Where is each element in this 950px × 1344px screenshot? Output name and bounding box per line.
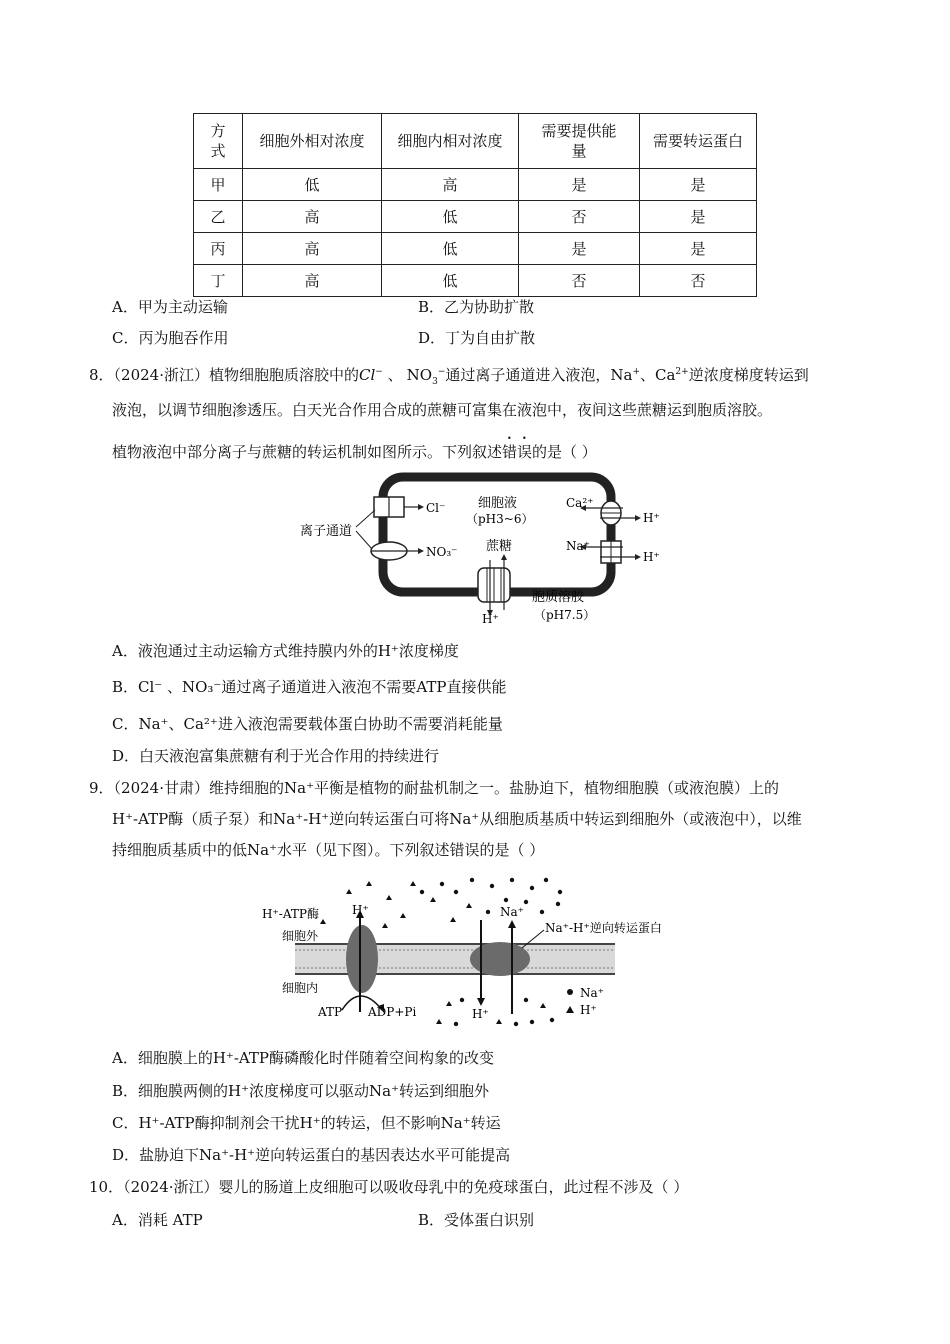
q8-text: 植物液泡中部分离子与蔗糖的转运机制如图所示。下列叙述 <box>112 443 503 461</box>
q8-text: 通过离子通道进入液泡，Na <box>445 366 633 384</box>
table-header-cell: 方 式 <box>194 114 243 169</box>
question-source: （2024·浙江） <box>113 366 209 384</box>
table-header-row <box>194 114 757 169</box>
q7-option-d[interactable]: D．丁为自由扩散 <box>418 329 536 347</box>
atp-label: ATP <box>318 1005 343 1019</box>
table-header-cell: 需要转运蛋白 <box>640 114 757 169</box>
na-label: Na⁺ <box>566 539 590 553</box>
cytosol-label: 胞质溶胶 <box>532 590 585 605</box>
pump-label: H⁺-ATP酶 <box>262 907 319 921</box>
q9-option-b[interactable]: B．细胞膜两侧的H⁺浓度梯度可以驱动Na⁺转运到细胞外 <box>112 1082 490 1100</box>
table-row <box>194 265 757 297</box>
table-cell: 是 <box>519 169 640 201</box>
table-cell: 低 <box>382 265 519 297</box>
q10-stem <box>89 1177 688 1197</box>
table-row <box>194 201 757 233</box>
h-label: H⁺ <box>352 903 369 917</box>
ca-label: Ca²⁺ <box>566 496 594 510</box>
q9-text: 维持细胞的Na⁺平衡是植物的耐盐机制之一。盐胁迫下，植物细胞膜（或液泡膜）上的 <box>209 779 779 797</box>
adp-label: ADP+Pi <box>368 1005 417 1019</box>
h-label: H⁺ <box>643 511 660 525</box>
table-cell: 否 <box>640 265 757 297</box>
table-cell: 高 <box>243 233 382 265</box>
q8-option-a[interactable]: A．液泡通过主动运输方式维持膜内外的H⁺浓度梯度 <box>112 642 459 660</box>
h-triangle-legend <box>566 1006 574 1013</box>
q8-text: 逆浓度梯度转运到 <box>688 366 809 384</box>
q9-stem-line2: H⁺-ATP酶（质子泵）和Na⁺-H⁺逆向转运蛋白可将Na⁺从细胞质基质中转运到细胞外（或液泡中），以维 <box>112 810 802 828</box>
q10-text: 婴儿的肠道上皮细胞可以吸收母乳中的免疫球蛋白，此过程不涉及（ ） <box>218 1178 689 1196</box>
nitrate-formula: $NO_3^-$ <box>406 366 446 387</box>
na-dot-legend <box>567 989 573 995</box>
vacuole-transport-diagram <box>290 465 670 630</box>
antiporter-protein <box>470 942 530 976</box>
q10-option-a[interactable]: A．消耗 ATP <box>112 1211 203 1229</box>
table-cell: 是 <box>519 233 640 265</box>
q9-stem-line1 <box>89 778 779 798</box>
table-cell: 丁 <box>194 265 243 297</box>
question-source: （2024·甘肃） <box>113 779 209 797</box>
outside-label: 细胞外 <box>282 929 319 943</box>
table-header-cell: 细胞外相对浓度 <box>243 114 382 169</box>
table-cell: 丙 <box>194 233 243 265</box>
table-cell: 低 <box>382 201 519 233</box>
h-label: H⁺ <box>482 612 499 626</box>
q9-option-a[interactable]: A．细胞膜上的H⁺-ATP酶磷酸化时伴随着空间构象的改变 <box>112 1049 495 1067</box>
table-cell: 否 <box>519 265 640 297</box>
no3-label: NO₃⁻ <box>426 545 458 559</box>
q7-option-b[interactable]: B．乙为协助扩散 <box>418 298 535 316</box>
inside-label: 细胞内 <box>282 981 319 995</box>
table-header-cell: 需要提供能 量 <box>519 114 640 169</box>
question-source: （2024·浙江） <box>123 1178 219 1196</box>
table-cell: 是 <box>640 233 757 265</box>
question-number: 9． <box>89 779 114 797</box>
na-label: Na⁺ <box>500 905 524 919</box>
question-number: 10． <box>89 1178 124 1196</box>
table-cell: 高 <box>243 201 382 233</box>
question-number: 8． <box>89 366 114 384</box>
cell-membrane <box>295 944 615 974</box>
membrane-pump-diagram <box>260 872 700 1032</box>
q7-option-a[interactable]: A．甲为主动运输 <box>112 298 228 316</box>
table-cell: 甲 <box>194 169 243 201</box>
q8-text: 、Ca <box>639 366 676 384</box>
table-cell: 乙 <box>194 201 243 233</box>
q9-stem-line3: 持细胞质基质中的低Na⁺水平（见下图）。下列叙述错误的是（ ） <box>112 841 545 859</box>
ion-channel-label: 离子通道 <box>300 524 353 539</box>
q8-option-c[interactable]: C．Na⁺、Ca²⁺进入液泡需要载体蛋白协助不需要消耗能量 <box>112 715 503 733</box>
q8-stem-line2: 液泡，以调节细胞渗透压。白天光合作用合成的蔗糖可富集在液泡中，夜间这些蔗糖运到胞质溶胶。 <box>112 401 773 419</box>
legend-h: H⁺ <box>580 1003 597 1017</box>
vacuole-label: 细胞液 <box>478 496 518 511</box>
q8-option-d[interactable]: D．白天液泡富集蔗糖有利于光合作用的持续进行 <box>112 747 440 765</box>
antiporter-label: Na⁺-H⁺逆向转运蛋白 <box>545 921 662 935</box>
table-cell: 低 <box>243 169 382 201</box>
table-row <box>194 169 757 201</box>
cytosol-ph: （pH7.5） <box>534 608 596 622</box>
q9-option-c[interactable]: C．H⁺-ATP酶抑制剂会干扰H⁺的转运，但不影响Na⁺转运 <box>112 1114 501 1132</box>
transport-table <box>193 113 757 297</box>
q10-option-b[interactable]: B．受体蛋白识别 <box>418 1211 535 1229</box>
vacuole-ph: （pH3~6） <box>466 512 534 526</box>
q7-option-c[interactable]: C．丙为胞吞作用 <box>112 329 229 347</box>
chloride-formula: Cl <box>359 366 376 384</box>
emphasis-text: 错误 <box>502 443 533 461</box>
table-header-cell: 细胞内相对浓度 <box>382 114 519 169</box>
q8-stem-line1: 8．（2024·浙江）植物细胞胞质溶胶中的Cl− 、 $NO_3^-$通过离子通道进入液泡，Na+、$Ca^{2+}$逆浓度梯度转运到 <box>89 366 809 387</box>
q8-option-b[interactable]: B．Cl⁻ 、NO₃⁻通过离子通道进入液泡不需要ATP直接供能 <box>112 678 507 696</box>
table-cell: 高 <box>382 169 519 201</box>
sucrose-label: 蔗糖 <box>486 539 513 554</box>
q8-text: 植物细胞胞质溶胶中的 <box>209 366 360 384</box>
q9-option-d[interactable]: D．盐胁迫下Na⁺-H⁺逆向转运蛋白的基因表达水平可能提高 <box>112 1146 511 1164</box>
h-atpase-protein <box>346 925 378 993</box>
cl-label: Cl⁻ <box>426 501 446 515</box>
table-cell: 是 <box>640 169 757 201</box>
table-cell: 否 <box>519 201 640 233</box>
q8-stem-line3 <box>112 434 597 462</box>
q8-text: 的是（ ） <box>532 443 597 461</box>
h-label: H⁺ <box>472 1007 489 1021</box>
table-cell: 是 <box>640 201 757 233</box>
separator: 、 <box>387 366 403 384</box>
table-cell: 低 <box>382 233 519 265</box>
table-cell: 高 <box>243 265 382 297</box>
legend-na: Na⁺ <box>580 986 604 1000</box>
intracellular-ions <box>436 998 554 1026</box>
h-label: H⁺ <box>643 550 660 564</box>
table-row <box>194 233 757 265</box>
